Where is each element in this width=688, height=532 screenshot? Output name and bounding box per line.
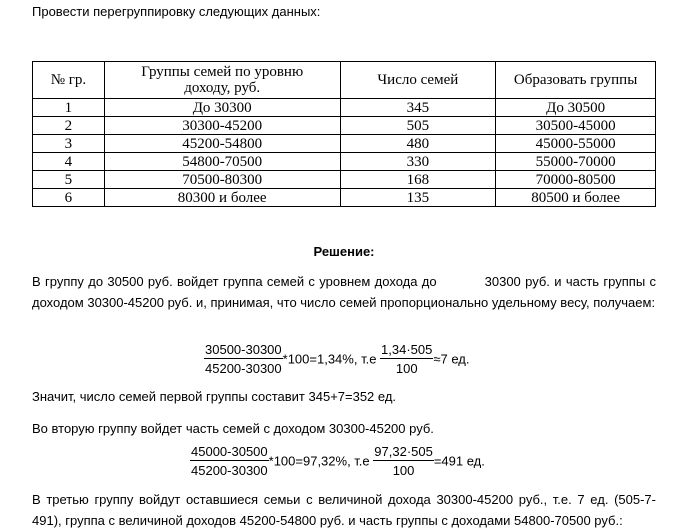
cell-new-group: 80500 и более — [496, 189, 656, 207]
cell-income-group: 45200-54800 — [104, 135, 340, 153]
cell-income-group: 80300 и более — [104, 189, 340, 207]
fraction-numerator: 1,34·505 — [381, 342, 433, 357]
header-new-groups: Образовать группы — [496, 62, 656, 99]
cell-income-group: 30300-45200 — [104, 117, 340, 135]
cell-family-count: 330 — [340, 153, 496, 171]
fraction-denominator: 45200-30300 — [205, 361, 282, 376]
table-header-row — [33, 62, 656, 99]
cell-number: 1 — [33, 99, 105, 117]
cell-new-group: 55000-70000 — [496, 153, 656, 171]
cell-income-group: 54800-70500 — [104, 153, 340, 171]
table-row — [33, 135, 656, 153]
table-row — [33, 99, 656, 117]
formula-text: *100=1,34%, т.е — [282, 351, 377, 367]
paragraph-third-group: В третью группу войдут оставшиеся семьи с величиной дохода 30300-45200 руб., т.е. 7 ед. (505-7-491), группа с величиной доходов 45200-54800 руб. и часть группы с доходами 54800-70500 руб.: — [32, 492, 656, 528]
table-row — [33, 189, 656, 207]
cell-family-count: 505 — [340, 117, 496, 135]
cell-number: 5 — [33, 171, 105, 189]
cell-new-group: 45000-55000 — [496, 135, 656, 153]
cell-income-group: До 30300 — [104, 99, 340, 117]
paragraph-text: 30300 руб. и часть группы с доходом 30300-45200 руб. и, принимая, что число семей пропорционально удельному весу, получаем: — [32, 274, 656, 310]
formula-result: =491 ед. — [433, 453, 485, 469]
formula-second-group — [190, 444, 485, 478]
cell-new-group: 70000-80500 — [496, 171, 656, 189]
solution-heading: Решение: — [313, 244, 375, 259]
fraction-numerator: 97,32·505 — [374, 444, 433, 459]
fraction-denominator: 45200-30300 — [191, 463, 268, 478]
paragraph-first-group — [32, 271, 656, 313]
cell-family-count: 480 — [340, 135, 496, 153]
cell-family-count: 345 — [340, 99, 496, 117]
cell-number: 6 — [33, 189, 105, 207]
paragraph-text: В группу до 30500 руб. войдет группа семей с уровнем дохода до — [32, 274, 437, 289]
families-table — [32, 61, 656, 207]
fraction-numerator: 30500-30300 — [205, 342, 282, 357]
header-family-count: Число семей — [340, 62, 496, 99]
table-row — [33, 171, 656, 189]
cell-income-group: 70500-80300 — [104, 171, 340, 189]
cell-new-group: 30500-45000 — [496, 117, 656, 135]
paragraph-second-group: Во вторую группу войдет часть семей с доходом 30300-45200 руб. — [32, 421, 434, 436]
cell-number: 2 — [33, 117, 105, 135]
fraction — [373, 444, 434, 478]
fraction-denominator: 100 — [392, 463, 415, 478]
fraction — [380, 342, 433, 376]
table-row — [33, 153, 656, 171]
formula-result: ≈7 ед. — [433, 351, 470, 367]
fraction — [204, 342, 283, 376]
fraction — [190, 444, 269, 478]
fraction-numerator: 45000-30500 — [191, 444, 268, 459]
header-group-number: № гр. — [33, 62, 105, 99]
cell-family-count: 168 — [340, 171, 496, 189]
cell-new-group: До 30500 — [496, 99, 656, 117]
header-income-groups: Группы семей по уровню доходу, руб. — [104, 62, 340, 99]
cell-family-count: 135 — [340, 189, 496, 207]
formula-first-group — [204, 342, 470, 376]
task-statement: Провести перегруппировку следующих данных: — [32, 4, 321, 19]
formula-text: *100=97,32%, т.е — [268, 453, 370, 469]
cell-number: 4 — [33, 153, 105, 171]
table-row — [33, 117, 656, 135]
paragraph-first-total: Значит, число семей первой группы составит 345+7=352 ед. — [32, 389, 397, 404]
fraction-denominator: 100 — [395, 361, 418, 376]
cell-number: 3 — [33, 135, 105, 153]
